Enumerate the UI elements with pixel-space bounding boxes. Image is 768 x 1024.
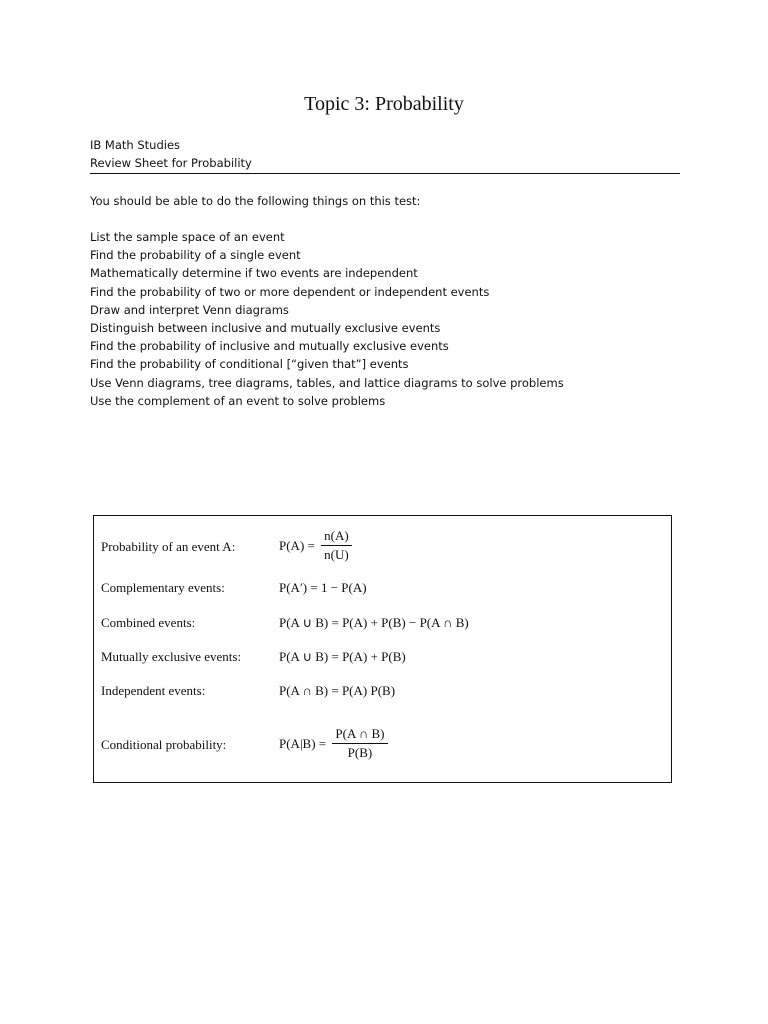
formula-label: Mutually exclusive events:: [101, 649, 242, 664]
header-divider: [90, 173, 680, 174]
formula-label: Probability of an event A:: [101, 539, 236, 554]
fraction-numerator: n(A): [321, 528, 352, 546]
formula-lhs: P(A|B) =: [279, 735, 327, 751]
skill-item: Find the probability of two or more dependent or independent events: [90, 284, 490, 299]
course-name: IB Math Studies: [90, 138, 181, 152]
formula-expression: [279, 528, 352, 563]
formula-expression: [279, 726, 388, 761]
formula-fraction: [321, 528, 352, 563]
skill-item: Find the probability of a single event: [90, 248, 301, 263]
formula-row-single: [94, 528, 671, 568]
formula-label: Complementary events:: [101, 580, 225, 595]
formula-expression: P(A ∩ B) = P(A) P(B): [279, 683, 396, 698]
formula-box: [93, 515, 672, 783]
skill-item: List the sample space of an event: [90, 230, 285, 244]
fraction-denominator: n(U): [324, 547, 349, 562]
skills-list: [90, 228, 564, 410]
fraction-numerator: P(A ∩ B): [332, 726, 387, 744]
formula-label: Independent events:: [101, 683, 206, 698]
fraction-denominator: P(B): [347, 745, 373, 760]
sheet-name: Review Sheet for Probability: [90, 156, 252, 170]
skill-item: Draw and interpret Venn diagrams: [90, 302, 289, 317]
skill-item: Use Venn diagrams, tree diagrams, tables, and lattice diagrams to solve problems: [90, 375, 564, 390]
skill-item: Distinguish between inclusive and mutually exclusive events: [90, 320, 441, 335]
formula-row-conditional: [94, 726, 671, 766]
intro-text: You should be able to do the following things on this test:: [90, 194, 421, 208]
formula-expression: P(A ∪ B) = P(A) + P(B) − P(A ∩ B): [279, 615, 469, 630]
formula-label: Combined events:: [101, 615, 196, 630]
formula-fraction: [332, 726, 387, 761]
skill-item: Find the probability of conditional [“given that”] events: [90, 357, 409, 372]
skill-item: Mathematically determine if two events are independent: [90, 266, 418, 281]
skill-item: Find the probability of inclusive and mutually exclusive events: [90, 339, 449, 354]
formula-expression: P(A′) = 1 − P(A): [279, 580, 367, 595]
formula-lhs: P(A) =: [279, 537, 315, 553]
formula-label: Conditional probability:: [101, 737, 227, 752]
formula-expression: P(A ∪ B) = P(A) + P(B): [279, 649, 406, 664]
header-meta: [90, 136, 252, 172]
skill-item: Use the complement of an event to solve problems: [90, 393, 386, 408]
page-title: Topic 3: Probability: [304, 93, 464, 115]
